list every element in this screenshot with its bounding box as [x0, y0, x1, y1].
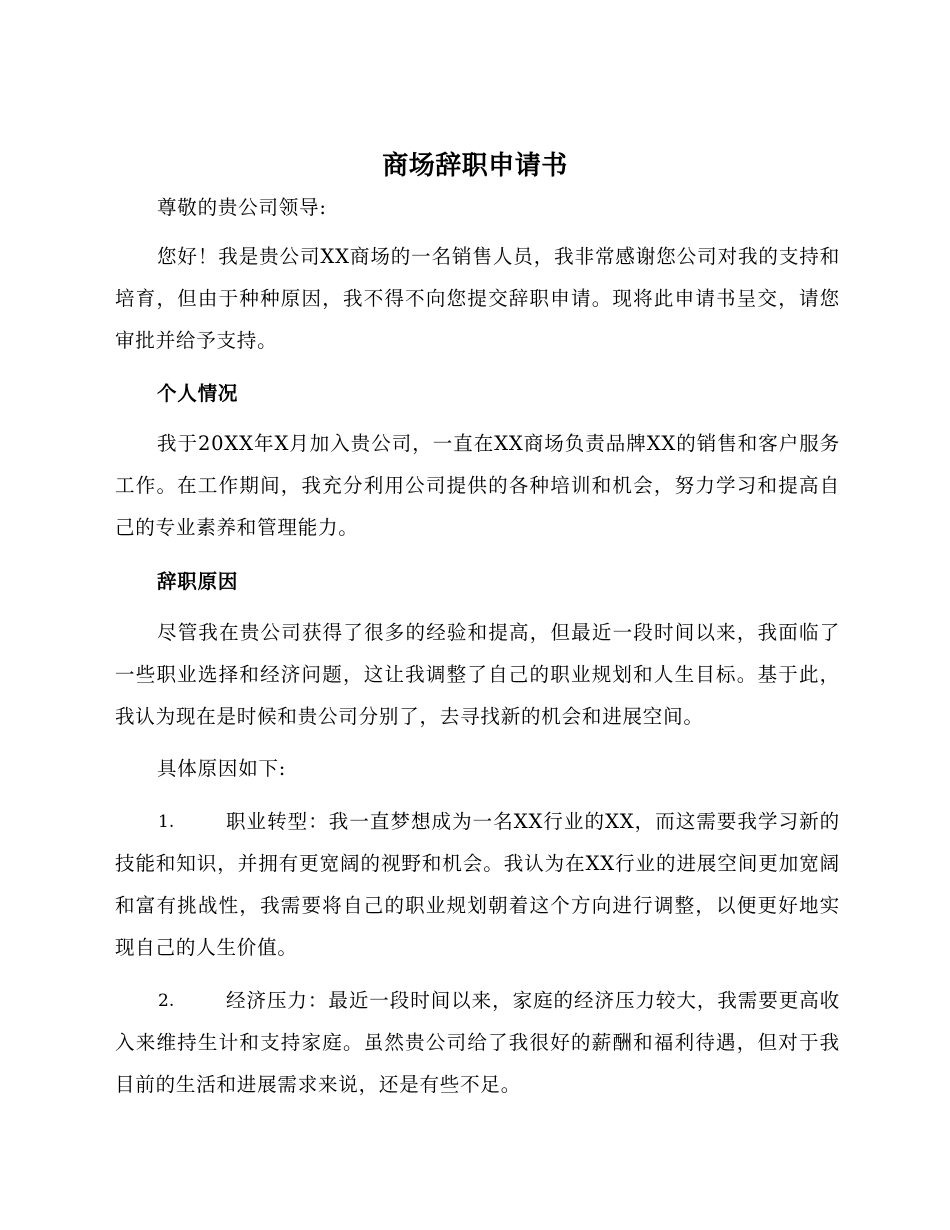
list-item-1: 职业转型：我一直梦想成为一名XX行业的XX，而这需要我学习新的技能和知识，并拥有更宽阔的视野和机会。我认为在XX行业的进展空间更加宽阔和富有挑战性，我需要将自己的职业规划朝着这个方向进行调整，以便更好地实现自己的人生价值。	[115, 810, 840, 959]
intro-paragraph: 您好！我是贵公司XX商场的一名销售人员，我非常感谢您公司对我的支持和培育，但由于种种原因，我不得不向您提交辞职申请。现将此申请书呈交，请您审批并给予支持。	[115, 245, 840, 352]
document-title: 商场辞职申请书	[382, 151, 568, 181]
list-item-2: 经济压力：最近一段时间以来，家庭的经济压力较大，我需要更高收入来维持生计和支持家庭。虽然贵公司给了我很好的薪酬和福利待遇，但对于我目前的生活和进展需求来说，还是有些不足。	[115, 989, 840, 1096]
salutation: 尊敬的贵公司领导:	[157, 196, 327, 219]
reasons-intro: 具体原因如下:	[157, 757, 287, 780]
personal-paragraph: 我于20XX年X月加入贵公司，一直在XX商场负责品牌XX的销售和客户服务工作。在工作期间，我充分利用公司提供的各种培训和机会，努力学习和提高自己的专业素养和管理能力。	[115, 432, 840, 539]
list-item-number-1: 1.	[158, 812, 175, 832]
list-item-number-2: 2.	[158, 991, 175, 1011]
section-heading-personal: 个人情况	[157, 382, 239, 405]
section-heading-reason: 辞职原因	[157, 570, 239, 593]
reason-paragraph: 尽管我在贵公司获得了很多的经验和提高，但最近一段时间以来，我面临了一些职业选择和经济问题，这让我调整了自己的职业规划和人生目标。基于此，我认为现在是时候和贵公司分别了，去寻找新的机会和进展空间。	[115, 621, 840, 728]
